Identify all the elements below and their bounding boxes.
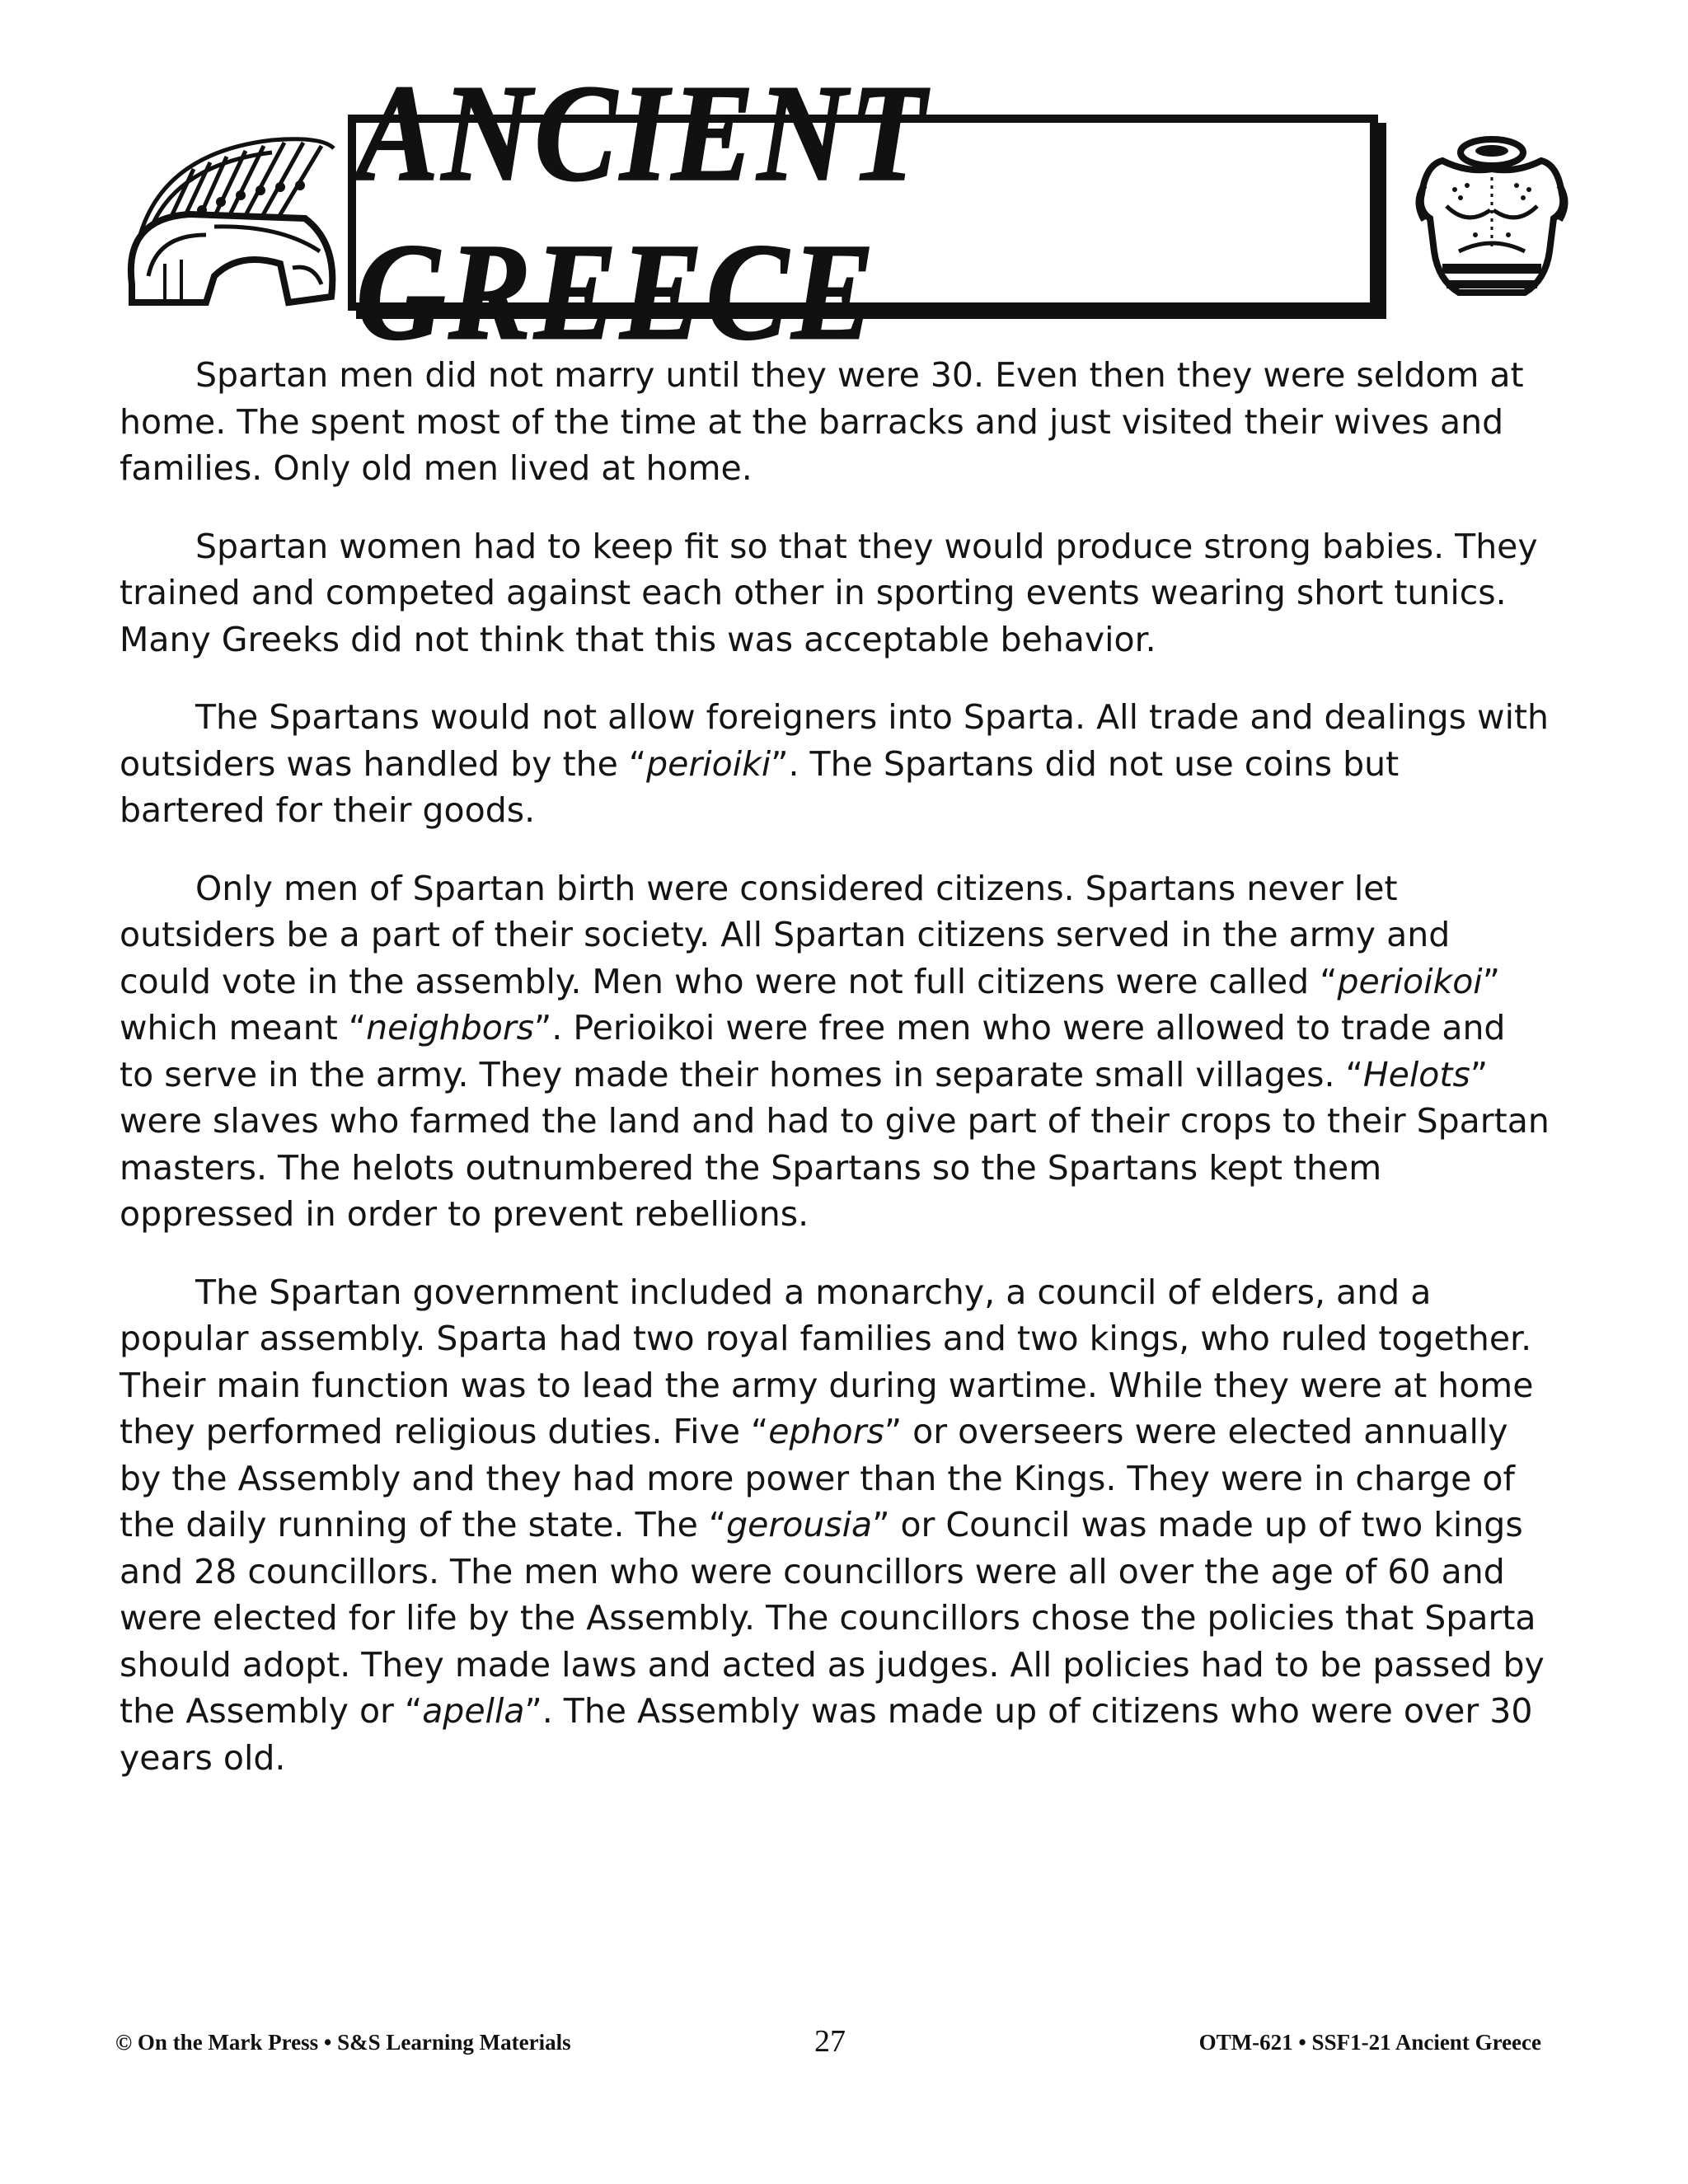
paragraph-text: ” which meant “ — [120, 961, 1500, 1047]
page-number: 27 — [814, 2024, 846, 2059]
paragraph-4 — [120, 865, 1550, 1238]
product-code: OTM-621 • SSF1-21 Ancient Greece — [1198, 2030, 1541, 2055]
italic-term: apella — [422, 1691, 525, 1731]
page-footer — [115, 2023, 1541, 2064]
paragraph-text: ” or overseers were elected annually by the Assembly and they had more power than the Kings. They were in charge of the daily running of the state. The “ — [120, 1412, 1515, 1544]
paragraph-text: ”. The Spartans did not use coins but bartered for their goods. — [120, 743, 1400, 830]
spartan-helmet-icon — [115, 120, 346, 309]
italic-term: Helots — [1362, 1054, 1470, 1094]
italic-term: neighbors — [366, 1008, 535, 1047]
publisher-credit: © On the Mark Press • S&S Learning Materials — [115, 2030, 571, 2055]
paragraph-text: The Spartan government included a monarchy, a council of elders, and a popular assembly. Sparta had two royal families and two kings, who ruled together. Their main function was to lead the army during wartime. While they were at home they performed religious duties. Five “ — [120, 1272, 1534, 1451]
page-title: ANCIENT GREECE — [356, 56, 929, 369]
paragraph-2 — [120, 523, 1550, 663]
paragraph-text: Spartan men did not marry until they were 30. Even then they were seldom at home. The spent most of the time at the barracks and just visited their wives and families. Only old men lived at home. — [120, 355, 1524, 488]
page-header — [115, 56, 1574, 369]
paragraph-text: ” or Council was made up of two kings and 28 councillors. The men who were councillors were all over the age of 60 and were elected for life by the Assembly. The councillors chose the policies that Sparta should adopt. They made laws and acted as judges. All policies had to be passed by the Assembly or “ — [120, 1505, 1545, 1731]
title-banner — [348, 56, 1378, 369]
italic-term: ephors — [768, 1412, 884, 1451]
paragraph-5 — [120, 1269, 1550, 1782]
breastplate-armor-icon — [1409, 128, 1574, 305]
paragraph-text: Spartan women had to keep fit so that they would produce strong babies. They trained and competed against each other in sporting events wearing short tunics. Many Greeks did not think that this was acceptable behavior. — [120, 526, 1538, 659]
italic-term: perioikoi — [1337, 961, 1483, 1001]
paragraph-text: ”. The Assembly was made up of citizens who were over 30 years old. — [120, 1691, 1533, 1778]
paragraph-3 — [120, 694, 1550, 834]
paragraph-text: ”. Perioikoi were free men who were allowed to trade and to serve in the army. They made their homes in separate small villages. “ — [120, 1008, 1506, 1094]
paragraph-text: ” were slaves who farmed the land and had to give part of their crops to their Spartan masters. The helots outnumbered the Spartans so the Spartans kept them oppressed in order to prevent rebellions. — [120, 1054, 1550, 1234]
paragraph-1 — [120, 352, 1550, 492]
article-body — [120, 352, 1550, 1812]
italic-term: perioiki — [646, 743, 771, 784]
paragraph-text: The Spartans would not allow foreigners into Sparta. All trade and dealings with outsiders was handled by the “ — [120, 697, 1550, 784]
paragraph-text: Only men of Spartan birth were considered citizens. Spartans never let outsiders be a part of their society. All Spartan citizens served in the army and could vote in the assembly. Men who were not full citizens were called “ — [120, 868, 1451, 1001]
italic-term: gerousia — [726, 1505, 873, 1544]
